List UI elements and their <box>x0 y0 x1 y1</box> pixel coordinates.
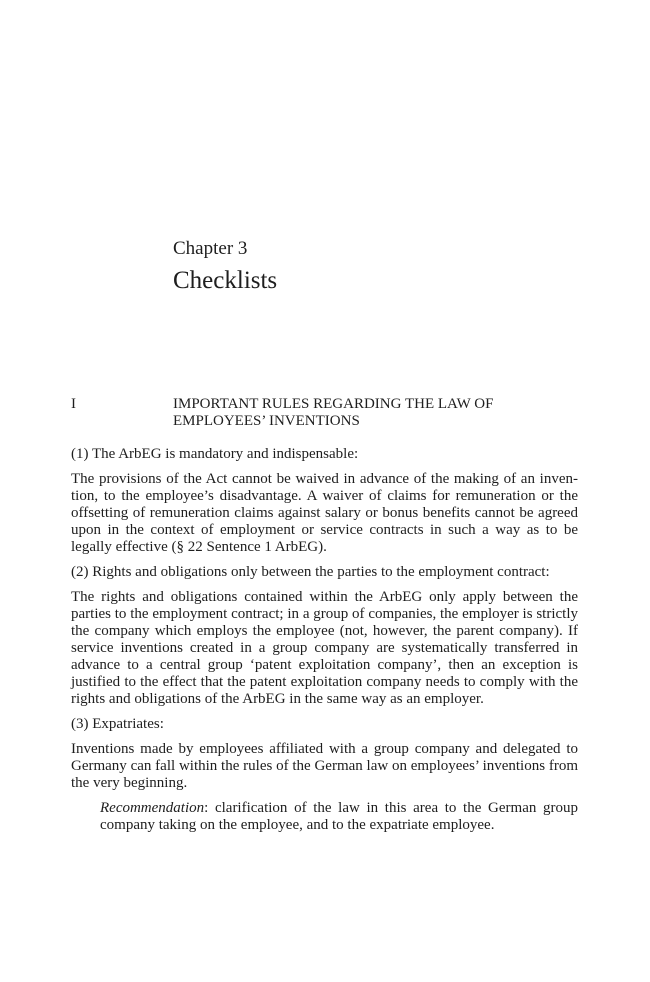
recommendation-text: : clarification of the law in this area to the German group company taking on the employee, and to the expatriate employee. <box>100 800 578 833</box>
item-paragraph-1: The provisions of the Act cannot be waived in advance of the making of an invention, to the employee’s disadvantage. A waiver of claims for remuneration or the offsetting of remuneration claims against salary or bonus benefits cannot be agreed upon in the context of employment or service contracts in such a way as to be legally effective (§ 22 Sentence 1 ArbEG). <box>71 471 578 555</box>
item-heading-3: (3) Expatriates: <box>71 716 164 732</box>
section-title-line-1: IMPORTANT RULES REGARDING THE LAW OF <box>173 396 494 412</box>
recommendation-label: Recommendation <box>100 800 205 816</box>
item-paragraph-3: Inventions made by employees affiliated with a group company and delegated to Germany can fall within the rules of the German law on employees’ inventions from the very beginning. <box>71 741 578 791</box>
section-number: I <box>71 396 76 412</box>
section-title <box>173 396 533 430</box>
section-title-line-2: EMPLOYEES’ INVENTIONS <box>173 413 360 429</box>
item-paragraph-2: The rights and obligations contained within the ArbEG only apply between the parties to the employment contract; in a group of companies, the employer is strictly the company which employs the employee (not, however, the parent company). If service inventions created in a group company are systematically transferred in advance to a central group ‘patent exploitation company’, then an exception is justified to the effect that the patent exploitation company needs to comply with the rights and obligations of the ArbEG in the same way as an employer. <box>71 589 578 707</box>
chapter-label: Chapter 3 <box>173 238 248 259</box>
recommendation-paragraph <box>100 800 578 834</box>
body-text <box>71 446 578 842</box>
item-heading-2: (2) Rights and obligations only between the parties to the employment contract: <box>71 564 550 580</box>
chapter-title: Checklists <box>173 267 278 294</box>
item-heading-1: (1) The ArbEG is mandatory and indispensable: <box>71 446 359 462</box>
